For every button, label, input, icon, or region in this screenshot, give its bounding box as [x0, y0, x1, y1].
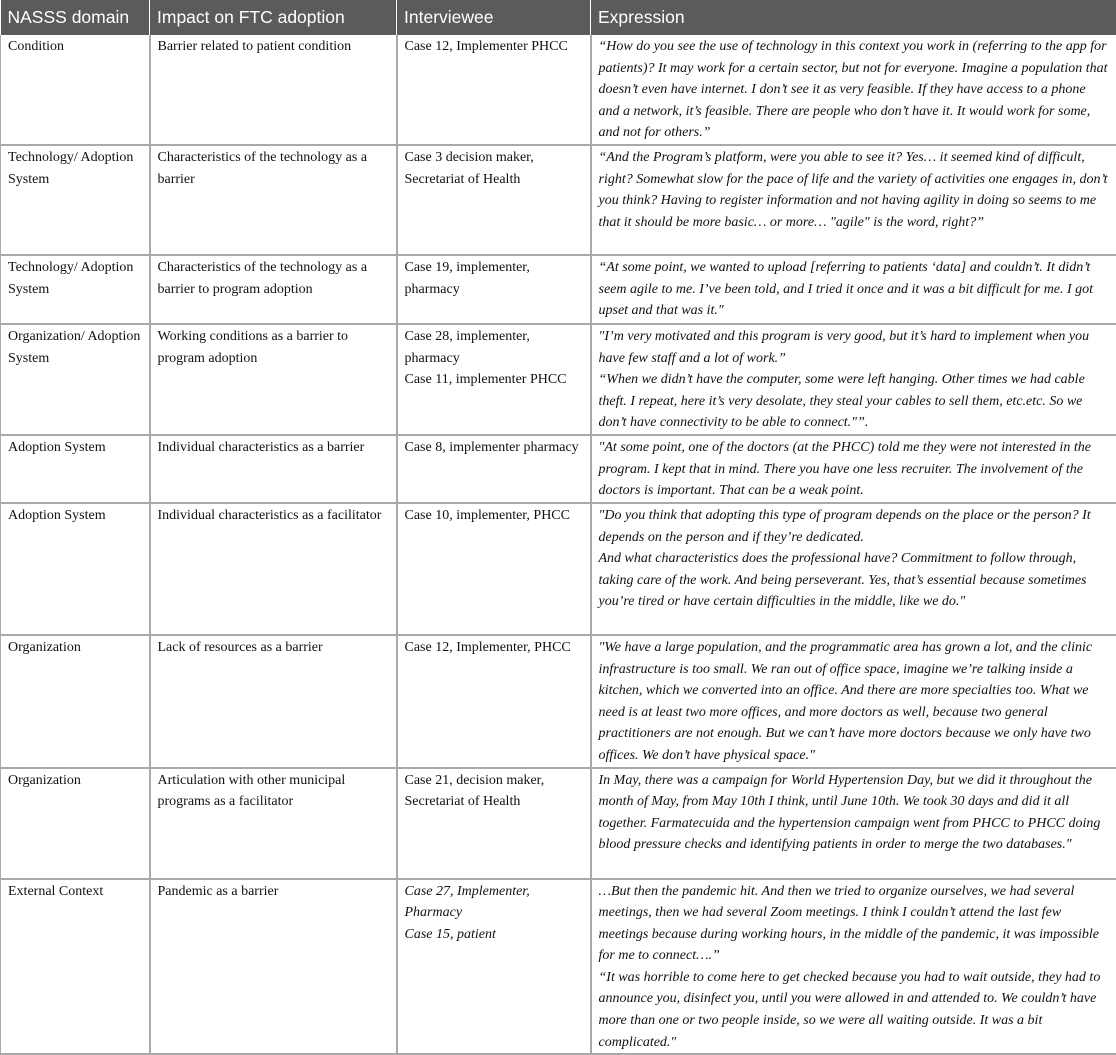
expression-cell — [591, 768, 1116, 879]
interviewee-line: Case 11, implementer PHCC — [405, 369, 583, 391]
domain-cell: Organization — [1, 635, 150, 768]
domain-cell: Organization — [1, 768, 150, 879]
interviewee-line: Case 10, implementer, PHCC — [405, 505, 583, 527]
table-row — [1, 324, 1116, 435]
quote-paragraph: "Do you think that adopting this type of program depends on the place or the person? It depends on the person and if they’re dedicated. — [599, 505, 1110, 548]
table-row — [1, 879, 1116, 1055]
domain-cell: Technology/ Adoption System — [1, 145, 150, 255]
header-impact: Impact on FTC adoption — [150, 0, 397, 35]
impact-cell: Articulation with other municipal programs as a facilitator — [150, 768, 397, 879]
impact-cell: Individual characteristics as a barrier — [150, 435, 397, 503]
impact-cell: Characteristics of the technology as a barrier to program adoption — [150, 255, 397, 324]
interviewee-line: Case 12, Implementer PHCC — [405, 36, 583, 58]
quote-paragraph: "We have a large population, and the programmatic area has grown a lot, and the clinic infrastructure is too small. We ran out of office space, imagine we’re talking inside a kitchen, which we converted into an office. And there are more specialties too. What we need is at least two more offices, and more doctors as well, because two general practitioners are not enough. But we can’t have more doctors because we only have two offices. We don’t have physical space." — [599, 637, 1110, 767]
impact-cell: Working conditions as a barrier to program adoption — [150, 324, 397, 435]
expression-cell — [591, 503, 1116, 635]
domain-cell: Adoption System — [1, 435, 150, 503]
interviewee-line: Case 3 decision maker, Secretariat of Health — [405, 147, 583, 190]
table-row — [1, 435, 1116, 503]
interviewee-line: Case 8, implementer pharmacy — [405, 437, 583, 459]
table-row — [1, 503, 1116, 635]
interviewee-line: Case 21, decision maker, Secretariat of Health — [405, 770, 583, 813]
table-row — [1, 635, 1116, 768]
expression-cell — [591, 635, 1116, 768]
expression-cell — [591, 145, 1116, 255]
impact-cell: Pandemic as a barrier — [150, 879, 397, 1055]
table-row — [1, 768, 1116, 879]
interviewee-cell — [397, 879, 591, 1055]
domain-cell: External Context — [1, 879, 150, 1055]
quote-paragraph: "I’m very motivated and this program is very good, but it’s hard to implement when you have few staff and a lot of work.” — [599, 326, 1110, 369]
header-expression: Expression — [591, 0, 1116, 35]
interviewee-cell — [397, 255, 591, 324]
expression-cell — [591, 255, 1116, 324]
interviewee-line: Case 19, implementer, pharmacy — [405, 257, 583, 300]
expression-cell — [591, 35, 1116, 145]
interviewee-line: Case 28, implementer, pharmacy — [405, 326, 583, 369]
impact-cell: Lack of resources as a barrier — [150, 635, 397, 768]
interviewee-cell — [397, 768, 591, 879]
domain-cell: Organization/ Adoption System — [1, 324, 150, 435]
quote-paragraph: “It was horrible to come here to get checked because you had to wait outside, they had to announce you, disinfect you, until you were allowed in and attended to. We couldn’t have more than one or two people inside, so we were all waiting outside. It was a bit complicated." — [599, 967, 1110, 1053]
header-row — [1, 0, 1116, 35]
interviewee-line: Case 27, Implementer, Pharmacy — [405, 881, 583, 924]
quote-paragraph: And what characteristics does the professional have? Commitment to follow through, taking care of the work. And being perseverant. Yes, that’s essential because sometimes you’re tired or have certain difficulties in the middle, like we do." — [599, 548, 1110, 613]
impact-cell: Characteristics of the technology as a barrier — [150, 145, 397, 255]
quote-paragraph: “How do you see the use of technology in this context you work in (referring to the app for patients)? It may work for a certain sector, but not for everyone. Imagine a population that doesn’t even have internet. I don’t see it as very feasible. If they have access to a phone and a network, it’s feasible. There are people who don’t have it. It would work for some, and not for others.” — [599, 36, 1110, 144]
interviewee-line: Case 15, patient — [405, 924, 583, 946]
table-row — [1, 255, 1116, 324]
interviewee-cell — [397, 324, 591, 435]
expression-cell — [591, 324, 1116, 435]
interviewee-cell — [397, 35, 591, 145]
interviewee-cell — [397, 145, 591, 255]
impact-cell: Barrier related to patient condition — [150, 35, 397, 145]
table-row — [1, 145, 1116, 255]
domain-cell: Technology/ Adoption System — [1, 255, 150, 324]
header-interviewee: Interviewee — [397, 0, 591, 35]
quote-paragraph: “At some point, we wanted to upload [referring to patients ‘data] and couldn’t. It didn’t seem agile to me. I’ve been told, and I tried it once and it was a bit difficult for me. I got upset and that was it." — [599, 257, 1110, 322]
quote-paragraph: “When we didn’t have the computer, some were left hanging. Other times we had cable theft. I repeat, here it’s very desolate, they steal your cables to sell them, etc.etc. So we don’t have connectivity to be able to connect."”. — [599, 369, 1110, 434]
domain-cell: Condition — [1, 35, 150, 145]
table-body — [1, 35, 1116, 1054]
quote-paragraph: …But then the pandemic hit. And then we tried to organize ourselves, we had several meetings, then we had several Zoom meetings. I think I couldn’t attend the last few meetings because during working hours, in the middle of the pandemic, it was impossible for me to connect….” — [599, 881, 1110, 967]
expression-cell — [591, 435, 1116, 503]
domain-cell: Adoption System — [1, 503, 150, 635]
interviewee-cell — [397, 503, 591, 635]
interviewee-line: Case 12, Implementer, PHCC — [405, 637, 583, 659]
quote-paragraph: “And the Program’s platform, were you able to see it? Yes… it seemed kind of difficult, right? Somewhat slow for the pace of life and the variety of activities one engages in, don’t you think? Having to register information and not having agility in doing so seems to me that it should be more basic… or more… "agile" is the word, right?” — [599, 147, 1110, 233]
table-header — [1, 0, 1116, 35]
quote-paragraph: In May, there was a campaign for World Hypertension Day, but we did it throughout the month of May, from May 10th I think, until June 10th. We took 30 days and did it all together. Farmatecuida and the hypertension campaign went from PHCC to PHCC doing blood pressure checks and identifying patients in order to merge the two databases." — [599, 770, 1110, 856]
expression-cell — [591, 879, 1116, 1055]
table-row — [1, 35, 1116, 145]
quote-paragraph: "At some point, one of the doctors (at the PHCC) told me they were not interested in the program. I kept that in mind. There you have one less recruiter. The involvement of the doctors is important. That can be a weak point. — [599, 437, 1110, 502]
interviewee-cell — [397, 435, 591, 503]
interviewee-cell — [397, 635, 591, 768]
impact-cell: Individual characteristics as a facilitator — [150, 503, 397, 635]
header-nasss-domain: NASSS domain — [1, 0, 150, 35]
